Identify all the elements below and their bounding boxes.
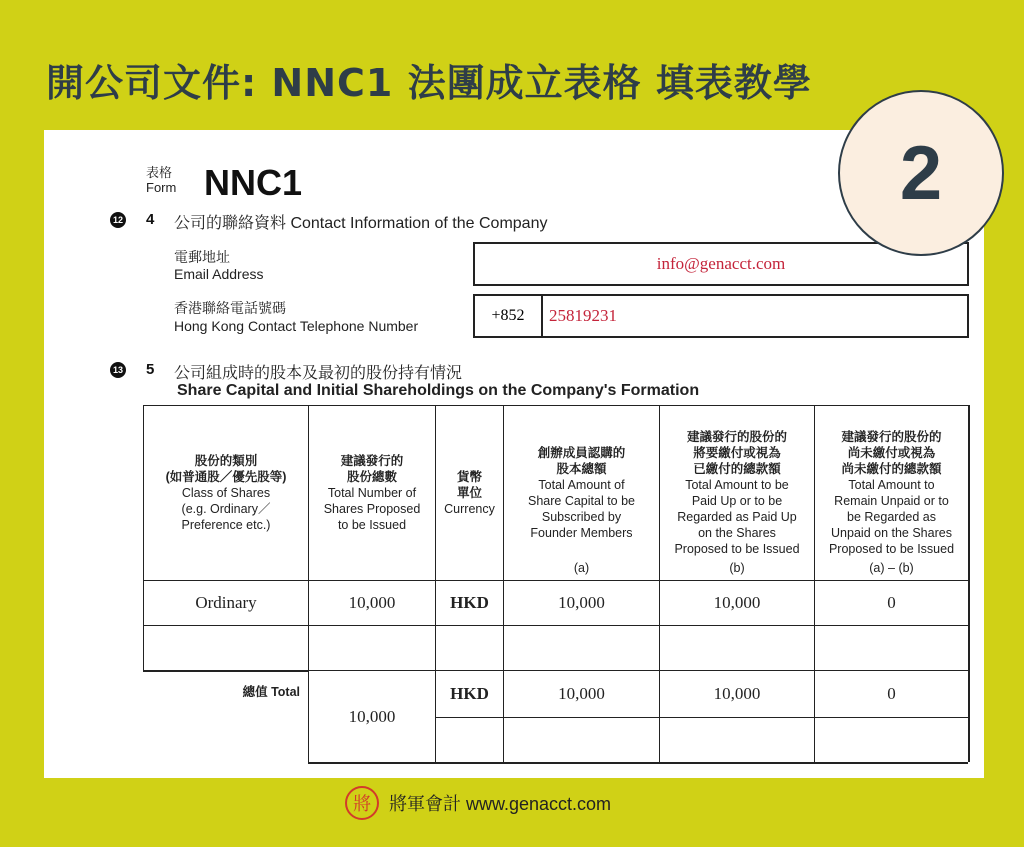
table-border	[143, 670, 308, 672]
column-header-en: Class of Shares (e.g. Ordinary／ Preference etc.)	[181, 486, 271, 532]
form-panel	[44, 130, 984, 778]
column-header-zh: 貨幣 單位	[456, 470, 482, 500]
total-label[interactable]: 總值 Total	[242, 685, 300, 699]
column-header-zh: 建議發行的 股份總數	[340, 454, 404, 484]
empty-cell	[659, 717, 814, 762]
column-header-en: Total Number of Shares Proposed to be Issued	[323, 486, 421, 532]
empty-cell	[503, 625, 659, 670]
column-tag: (a)	[573, 561, 590, 575]
column-header-1	[308, 405, 435, 580]
cell-number[interactable]: 10,000	[308, 580, 435, 625]
column-header-zh: 建議發行的股份的 尚未繳付或視為 尚未繳付的總款額	[841, 430, 942, 476]
section-marker-13: 13	[110, 362, 126, 378]
cell-currency[interactable]: HKD	[435, 580, 503, 625]
column-header-4	[659, 405, 814, 580]
total-b[interactable]: 10,000	[659, 670, 814, 717]
cell-class[interactable]: Ordinary	[143, 580, 308, 625]
column-header-5	[814, 405, 968, 580]
seal-logo-icon: 將	[345, 786, 379, 820]
section-marker-12: 12	[110, 212, 126, 228]
footer-brand: 將軍會計 www.genacct.com	[389, 794, 612, 814]
empty-cell	[503, 717, 659, 762]
section-number: 5	[146, 361, 155, 378]
column-header-en: Currency	[444, 502, 495, 516]
cell-b[interactable]: 10,000	[659, 580, 814, 625]
column-header-3	[503, 405, 659, 580]
empty-cell	[659, 625, 814, 670]
phone-label-en: Hong Kong Contact Telephone Number	[174, 318, 419, 334]
column-header-zh: 建議發行的股份的 將要繳付或視為 已繳付的總款額	[686, 430, 787, 476]
column-header-zh: 股份的類別 (如普通股／優先股等)	[165, 454, 287, 484]
column-header-en: Total Amount of Share Capital to be Subscribed by Founder Members	[527, 478, 635, 540]
phone-label-zh: 香港聯絡電話號碼	[174, 300, 286, 316]
cell-a[interactable]: 10,000	[503, 580, 659, 625]
column-header-en: Total Amount to Remain Unpaid or to be Regarded as Unpaid on the Shares Proposed to be Issued	[828, 478, 955, 556]
phone-value: 25819231	[549, 306, 617, 325]
footer	[345, 786, 611, 820]
cell-ab[interactable]: 0	[814, 580, 968, 625]
section-heading-en: Share Capital and Initial Shareholdings on the Company's Formation	[177, 382, 700, 399]
table-border	[968, 405, 970, 762]
column-header-zh: 創辦成員認購的 股本總額	[537, 446, 626, 476]
total-number[interactable]: 10,000	[308, 670, 435, 762]
column-header-en: Total Amount to be Paid Up or to be Regarded as Paid Up on the Shares Proposed to be Issued	[674, 478, 800, 556]
empty-cell	[308, 625, 435, 670]
column-header-2	[435, 405, 503, 580]
section-heading-zh: 公司組成時的股本及最初的股份持有情況	[174, 365, 463, 382]
phone-prefix: +852	[475, 296, 543, 336]
total-currency[interactable]: HKD	[435, 670, 503, 717]
empty-cell	[814, 625, 968, 670]
total-a[interactable]: 10,000	[503, 670, 659, 717]
column-header-0	[143, 405, 308, 580]
form-label-en: Form	[146, 180, 177, 195]
email-label-zh: 電郵地址	[174, 249, 230, 265]
page-title: 開公司文件: NNC1 法團成立表格 填表教學	[46, 61, 812, 105]
column-tag: (a) – (b)	[869, 561, 914, 575]
empty-cell	[435, 717, 503, 762]
table-border	[308, 762, 968, 764]
empty-cell	[143, 625, 308, 670]
email-label-en: Email Address	[174, 266, 264, 282]
section-number: 4	[146, 211, 155, 228]
empty-cell	[435, 625, 503, 670]
form-label-zh: 表格	[146, 165, 173, 180]
empty-cell	[814, 717, 968, 762]
column-tag: (b)	[729, 561, 745, 575]
step-badge: 2	[838, 90, 1004, 256]
form-code: NNC1	[204, 162, 303, 203]
phone-field[interactable]	[473, 294, 969, 338]
email-value: info@genacct.com	[656, 254, 786, 273]
section-heading: 公司的聯絡資料 Contact Information of the Company	[174, 215, 548, 232]
total-ab[interactable]: 0	[814, 670, 968, 717]
